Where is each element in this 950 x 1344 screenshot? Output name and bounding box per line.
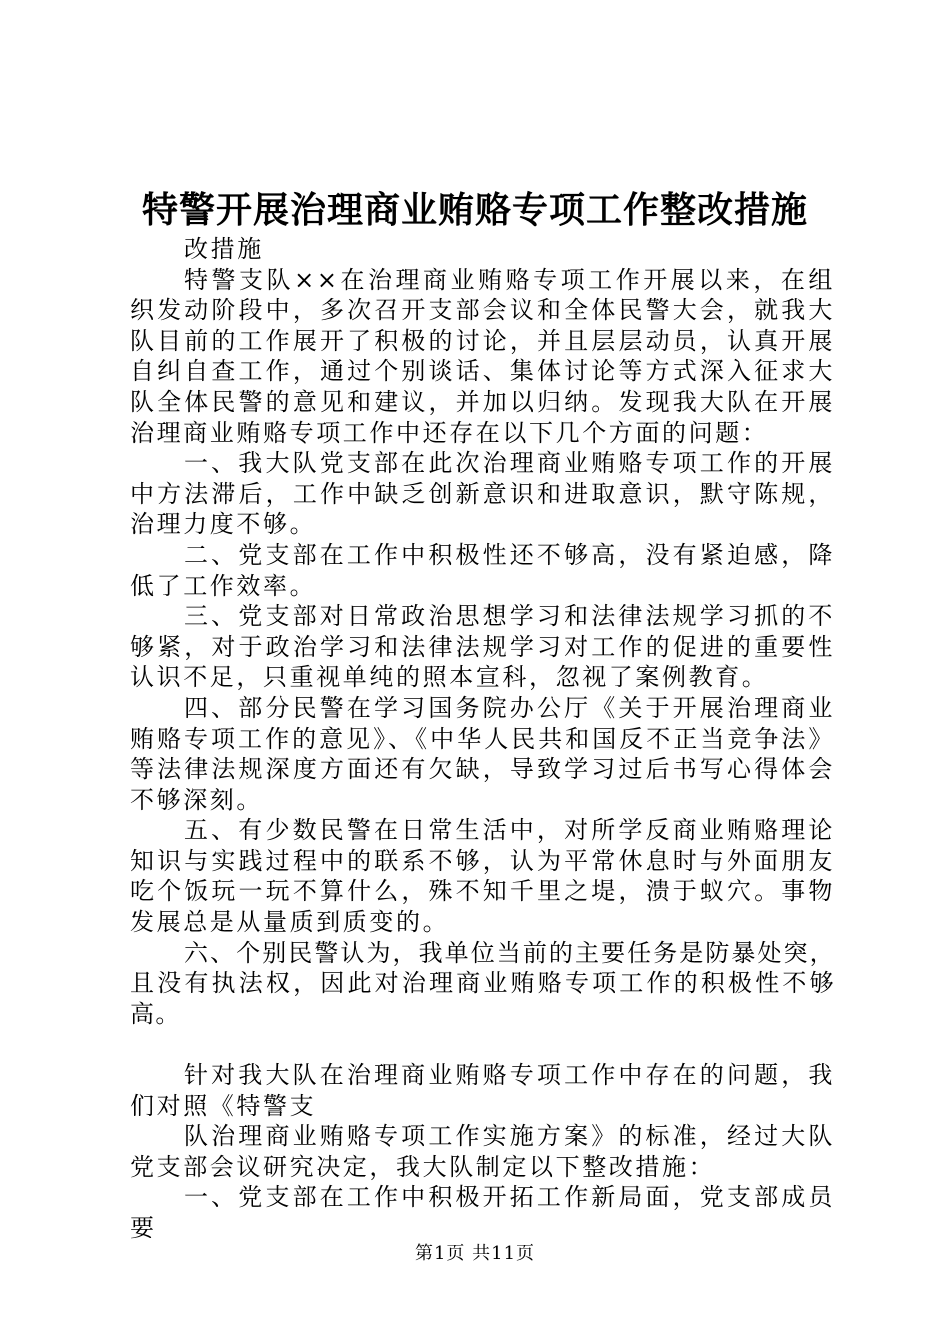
paragraph-issue-5: 五、有少数民警在日常生活中，对所学反商业贿赂理论知识与实践过程中的联系不够，认为平常休息时与外面朋友吃个饭玩一玩不算什么，殊不知千里之堤，溃于蚁穴。事物发展总是从量质到质变的。	[130, 816, 835, 937]
paragraph-issue-3: 三、党支部对日常政治思想学习和法律法规学习抓的不够紧，对于政治学习和法律法规学习对工作的促进的重要性认识不足，只重视单纯的照本宣科，忽视了案例教育。	[130, 602, 835, 692]
paragraph-issue-6: 六、个别民警认为，我单位当前的主要任务是防暴处突，且没有执法权，因此对治理商业贿赂专项工作的积极性不够高。	[130, 938, 835, 1028]
paragraph-issue-1: 一、我大队党支部在此次治理商业贿赂专项工作的开展中方法滞后，工作中缺乏创新意识和进取意识，默守陈规，治理力度不够。	[130, 449, 835, 539]
paragraph-measures-intro: 针对我大队在治理商业贿赂专项工作中存在的问题，我们对照《特警支	[130, 1061, 835, 1120]
document-title: 特警开展治理商业贿赂专项工作整改措施	[141, 189, 808, 231]
paragraph-intro: 特警支队××在治理商业贿赂专项工作开展以来，在组织发动阶段中，多次召开支部会议和全体民警大会，就我大队目前的工作展开了积极的讨论，并且层层动员，认真开展自纠自查工作，通过个别谈话、集体讨论等方式深入征求大队全体民警的意见和建议，并加以归纳。发现我大队在开展治理商业贿赂专项工作中还存在以下几个方面的问题：	[130, 265, 835, 447]
paragraph-measures-intro-continued: 队治理商业贿赂专项工作实施方案》的标准，经过大队党支部会议研究决定，我大队制定以下整改措施：	[130, 1122, 835, 1181]
paragraph-measure-1: 一、党支部在工作中积极开拓工作新局面，党支部成员要	[130, 1183, 835, 1242]
paragraph-spacer	[130, 1029, 835, 1060]
paragraph-issue-4: 四、部分民警在学习国务院办公厅《关于开展治理商业贿赂专项工作的意见》、《中华人民共和国反不正当竞争法》等法律法规深度方面还有欠缺，导致学习过后书写心得体会不够深刻。	[130, 693, 835, 814]
paragraph-issue-2: 二、党支部在工作中积极性还不够高，没有紧迫感，降低了工作效率。	[130, 540, 835, 600]
paragraph-heading-fragment: 改措施	[184, 235, 264, 263]
document-body	[130, 234, 835, 1244]
page-footer: 第1页 共11页	[414, 1243, 536, 1264]
